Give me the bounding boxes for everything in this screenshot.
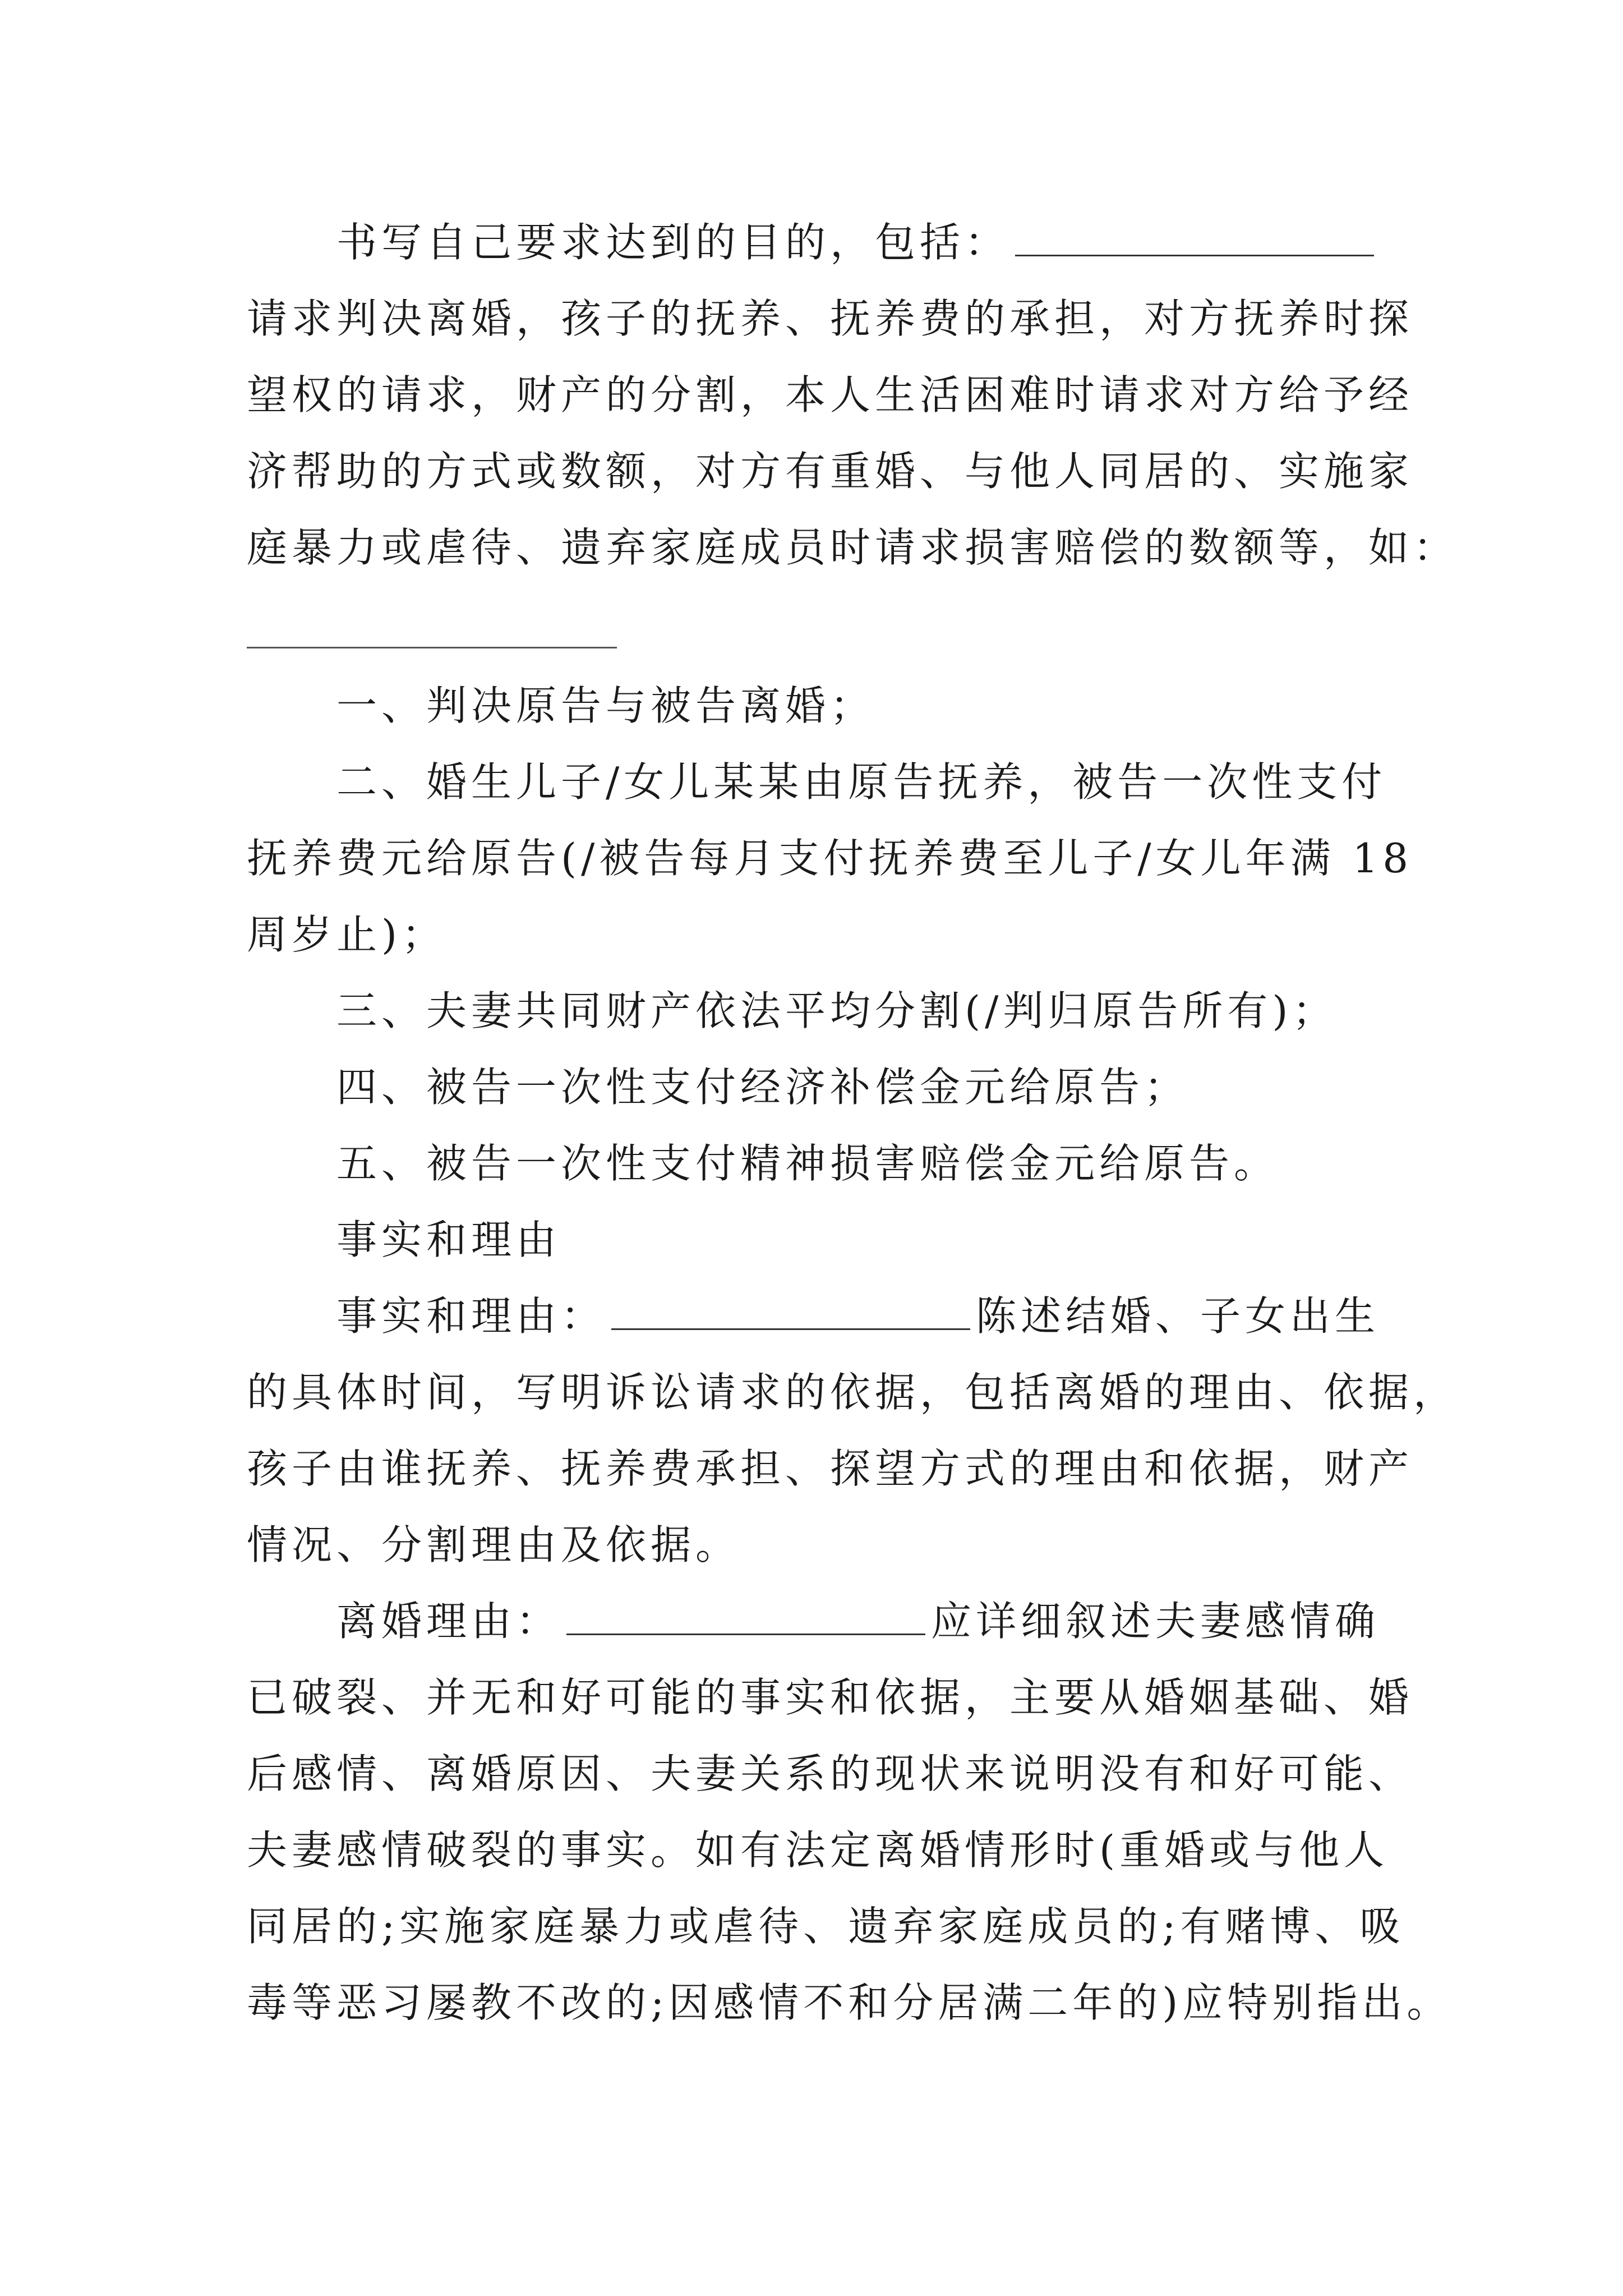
text-line: 后感情、离婚原因、夫妻关系的现状来说明没有和好可能、 [247, 1750, 1414, 1797]
list-item: 四、被告一次性支付经济补偿金元给原告； [336, 1064, 1189, 1111]
text-line: 庭暴力或虐待、遗弃家庭成员时请求损害赔偿的数额等，如： [247, 524, 1459, 571]
text-line: 济帮助的方式或数额，对方有重婚、与他人同居的、实施家 [247, 448, 1414, 495]
blank-underline [611, 1292, 970, 1330]
text-line: 情况、分割理由及依据。 [247, 1521, 741, 1568]
text-line: 夫妻感情破裂的事实。如有法定离婚情形时(重婚或与他人 [247, 1826, 1389, 1874]
text-line: 周岁止)； [247, 911, 447, 958]
text-line: 的具体时间，写明诉讼请求的依据，包括离婚的理由、依据， [247, 1369, 1459, 1416]
list-item: 二、婚生儿子/女儿某某由原告抚养，被告一次性支付 [336, 758, 1387, 806]
text-line: 离婚理由： 应详细叙述夫妻感情确 [336, 1598, 1380, 1645]
text-line: 请求判决离婚，孩子的抚养、抚养费的承担，对方抚养时探 [247, 295, 1414, 342]
text-line: 毒等恶习屡教不改的;因感情不和分居满二年的)应特别指出。 [247, 1979, 1452, 2026]
list-item: 五、被告一次性支付精神损害赔偿金元给原告。 [336, 1140, 1279, 1187]
text-line: 抚养费元给原告(/被告每月支付抚养费至儿子/女儿年满 18 [247, 835, 1413, 882]
section-heading: 事实和理由 [336, 1216, 561, 1263]
text-line: 孩子由谁抚养、抚养费承担、探望方式的理由和依据，财产 [247, 1445, 1414, 1492]
list-item: 一、判决原告与被告离婚； [336, 682, 875, 729]
blank-underline [1015, 219, 1374, 256]
blank-underline [566, 1598, 925, 1635]
text-line: 望权的请求，财产的分割，本人生活困难时请求对方给予经 [247, 371, 1414, 418]
text-line: 同居的;实施家庭暴力或虐待、遗弃家庭成员的;有赌博、吸 [247, 1903, 1405, 1950]
blank-underline [247, 647, 617, 648]
text-line: 已破裂、并无和好可能的事实和依据，主要从婚姻基础、婚 [247, 1674, 1414, 1721]
text-line: 事实和理由： 陈述结婚、子女出生 [336, 1292, 1380, 1340]
list-item: 三、夫妻共同财产依法平均分割(/判归原告所有)； [336, 987, 1338, 1034]
text-line: 书写自己要求达到的目的，包括： [336, 215, 1385, 269]
